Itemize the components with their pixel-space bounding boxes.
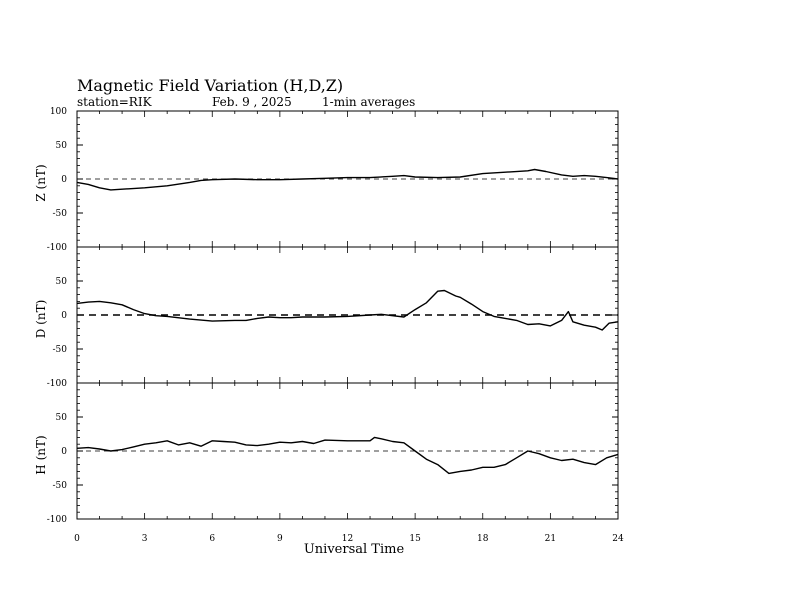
y-tick-label: -100 — [46, 515, 67, 525]
y-tick-label: 0 — [61, 175, 67, 185]
x-tick-label: 6 — [209, 534, 216, 544]
y-tick-label: -100 — [46, 379, 67, 389]
x-tick-label: 9 — [277, 534, 283, 544]
station-label: station=RIK — [77, 95, 152, 109]
y-axis-label-d: D (nT) — [34, 299, 48, 339]
series-d — [77, 291, 618, 331]
panel-z — [34, 107, 618, 253]
x-tick-label: 15 — [409, 534, 421, 544]
y-axis-label-h: H (nT) — [34, 435, 48, 475]
panel-h — [34, 383, 618, 525]
y-tick-label: 0 — [61, 447, 67, 457]
panels-group — [34, 107, 624, 544]
y-tick-label: 100 — [49, 107, 67, 117]
x-tick-label: 18 — [477, 534, 489, 544]
series-h — [77, 437, 618, 473]
series-z — [77, 170, 618, 190]
x-tick-label: 0 — [74, 534, 80, 544]
y-tick-label: 50 — [55, 413, 67, 423]
y-tick-label: 50 — [55, 277, 67, 287]
y-tick-label: -50 — [52, 481, 67, 491]
x-axis-title: Universal Time — [303, 542, 405, 557]
panel-d — [34, 247, 618, 389]
averaging-label: 1-min averages — [322, 95, 416, 109]
y-tick-label: 0 — [61, 311, 67, 321]
y-tick-label: -50 — [52, 345, 67, 355]
chart-title: Magnetic Field Variation (H,D,Z) — [77, 76, 344, 95]
x-tick-label: 3 — [141, 534, 148, 544]
y-axis-label-z: Z (nT) — [34, 164, 48, 202]
y-tick-label: -50 — [52, 209, 67, 219]
y-tick-label: 50 — [55, 141, 67, 151]
y-tick-label: -100 — [46, 243, 67, 253]
x-tick-label: 12 — [341, 534, 354, 544]
x-tick-label: 21 — [544, 534, 557, 544]
x-tick-label: 24 — [612, 534, 624, 544]
date-label: Feb. 9 , 2025 — [212, 95, 292, 109]
